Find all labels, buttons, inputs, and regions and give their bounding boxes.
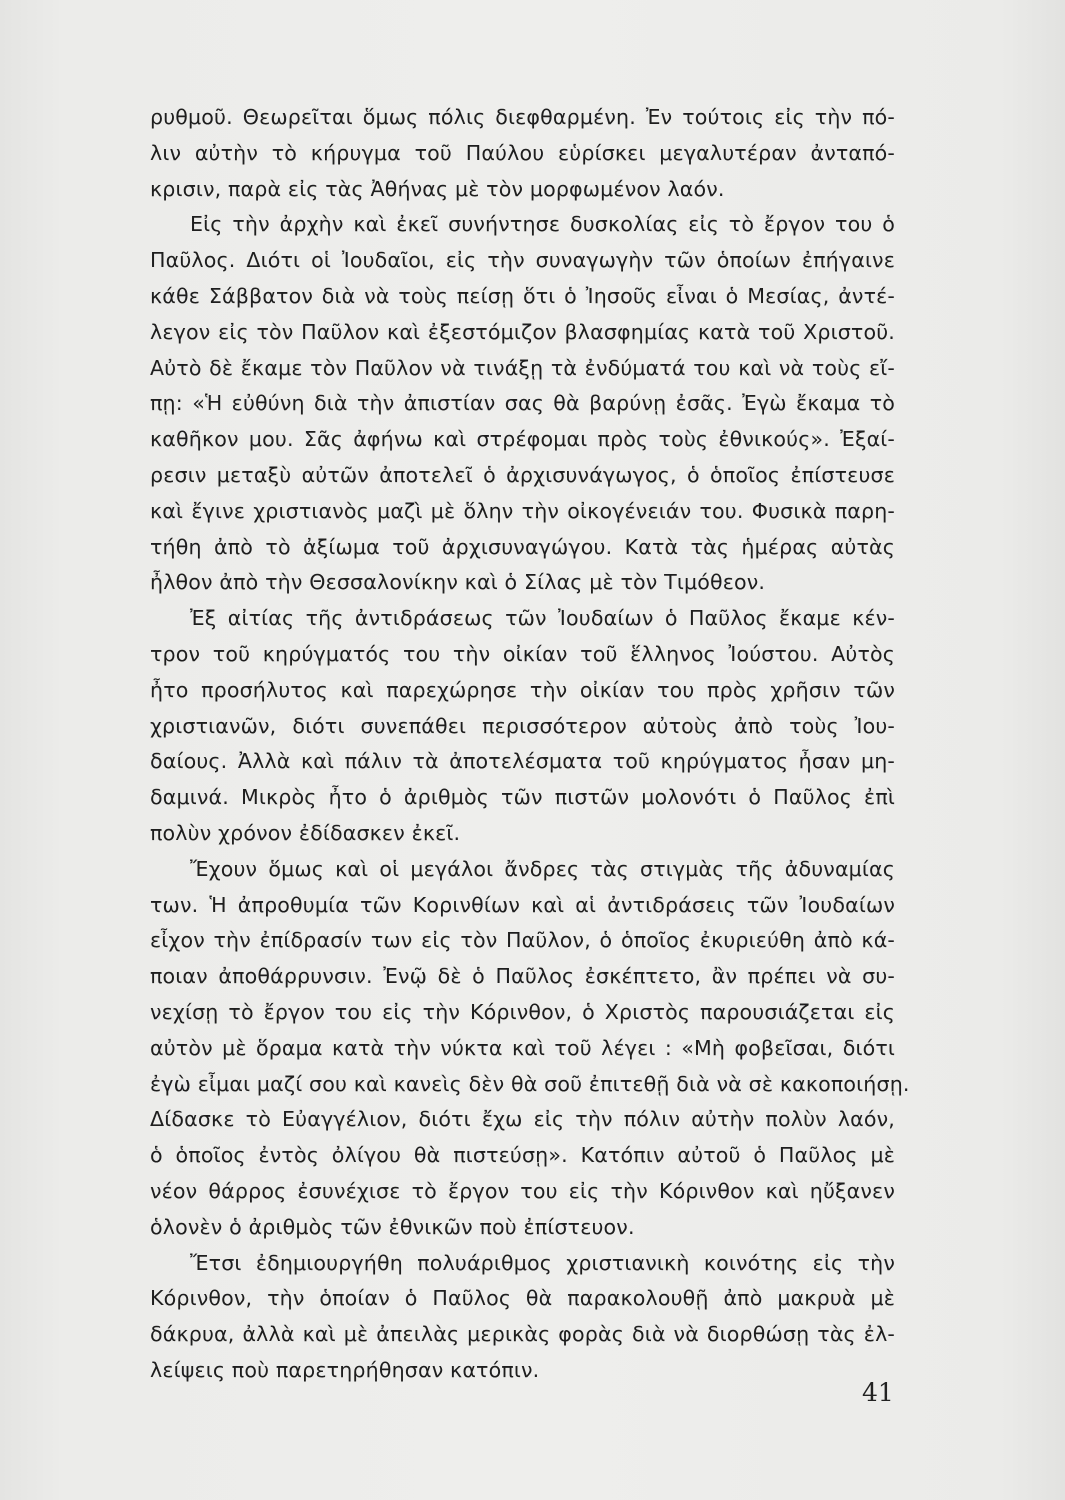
text-line: Κόρινθον, τὴν ὁποίαν ὁ Παῦλος θὰ παρακολουθῇ ἀπὸ μακρυὰ μὲ	[150, 1286, 895, 1311]
paragraph	[150, 852, 910, 1246]
text-line: δάκρυα, ἀλλὰ καὶ μὲ ἀπειλὰς μερικὰς φορὰς διὰ νὰ διορθώσῃ τὰς ἐλ-	[150, 1322, 895, 1347]
paragraph	[150, 1246, 895, 1389]
text-line: ὁλονὲν ὁ ἀριθμὸς τῶν ἐθνικῶν ποὺ ἐπίστευον.	[150, 1214, 635, 1239]
page-number: 41	[862, 1378, 894, 1407]
text-line: αὐτὸν μὲ ὅραμα κατὰ τὴν νύκτα καὶ τοῦ λέγει : «Μὴ φοβεῖσαι, διότι	[150, 1035, 895, 1060]
text-line: Παῦλος. Διότι οἱ Ἰουδαῖοι, εἰς τὴν συναγωγὴν τῶν ὁποίων ἐπήγαινε	[150, 248, 895, 273]
text-line: Ἔχουν ὅμως καὶ οἱ μεγάλοι ἄνδρες τὰς στιγμὰς τῆς ἀδυναμίας	[190, 856, 895, 881]
paragraph	[150, 207, 895, 601]
text-line: ρεσιν μεταξὺ αὐτῶν ἀποτελεῖ ὁ ἀρχισυνάγωγος, ὁ ὁποῖος ἐπίστευσε	[150, 462, 895, 487]
text-line: των. Ἡ ἀπροθυμία τῶν Κορινθίων καὶ αἱ ἀντιδράσεις τῶν Ἰουδαίων	[150, 892, 895, 917]
paragraph	[150, 601, 895, 852]
text-line: κρισιν, παρὰ εἰς τὰς Ἀθήνας μὲ τὸν μορφωμένον λαόν.	[150, 176, 725, 201]
text-line: δαίους. Ἀλλὰ καὶ πάλιν τὰ ἀποτελέσματα τοῦ κηρύγματος ἦσαν μη-	[150, 749, 895, 774]
text-line: νέον θάρρος ἐσυνέχισε τὸ ἔργον του εἰς τὴν Κόρινθον καὶ ηὔξανεν	[150, 1178, 895, 1203]
text-line: ποιαν ἀποθάρρυνσιν. Ἐνῷ δὲ ὁ Παῦλος ἐσκέπτετο, ἂν πρέπει νὰ συ-	[150, 964, 895, 989]
text-line: δαμινά. Μικρὸς ἦτο ὁ ἀριθμὸς τῶν πιστῶν μολονότι ὁ Παῦλος ἐπὶ	[150, 785, 895, 810]
text-line: λεγον εἰς τὸν Παῦλον καὶ ἐξεστόμιζον βλασφημίας κατὰ τοῦ Χριστοῦ.	[150, 319, 895, 344]
text-line: ὁ ὁποῖος ἐντὸς ὀλίγου θὰ πιστεύσῃ». Κατόπιν αὐτοῦ ὁ Παῦλος μὲ	[150, 1143, 895, 1168]
text-line: καὶ ἔγινε χριστιανὸς μαζὶ μὲ ὅλην τὴν οἰκογένειάν του. Φυσικὰ παρη-	[150, 498, 895, 523]
text-line: Αὐτὸ δὲ ἔκαμε τὸν Παῦλον νὰ τινάξῃ τὰ ἐνδύματά του καὶ νὰ τοὺς εἴ-	[150, 355, 895, 380]
text-line: τρον τοῦ κηρύγματός του τὴν οἰκίαν τοῦ ἕλληνος Ἰούστου. Αὐτὸς	[150, 641, 895, 666]
text-line: χριστιανῶν, διότι συνεπάθει περισσότερον αὐτοὺς ἀπὸ τοὺς Ἰου-	[150, 713, 895, 738]
text-line: Ἐξ αἰτίας τῆς ἀντιδράσεως τῶν Ἰουδαίων ὁ Παῦλος ἔκαμε κέν-	[190, 606, 895, 631]
text-line: καθῆκον μου. Σᾶς ἀφήνω καὶ στρέφομαι πρὸς τοὺς ἐθνικούς». Ἐξαί-	[150, 427, 895, 452]
text-line: Ἔτσι ἐδημιουργήθη πολυάριθμος χριστιανικὴ κοινότης εἰς τὴν	[190, 1250, 895, 1275]
paragraph	[150, 100, 895, 207]
text-line: λείψεις ποὺ παρετηρήθησαν κατόπιν.	[150, 1357, 540, 1382]
text-line: ἐγὼ εἶμαι μαζί σου καὶ κανεὶς δὲν θὰ σοῦ ἐπιτεθῇ διὰ νὰ σὲ κακοποιήσῃ.	[150, 1071, 910, 1096]
text-line: τήθη ἀπὸ τὸ ἀξίωμα τοῦ ἀρχισυναγώγου. Κατὰ τὰς ἡμέρας αὐτὰς	[150, 534, 895, 559]
text-line: Δίδασκε τὸ Εὐαγγέλιον, διότι ἔχω εἰς τὴν πόλιν αὐτὴν πολὺν λαόν,	[150, 1107, 895, 1132]
text-line: ρυθμοῦ. Θεωρεῖται ὅμως πόλις διεφθαρμένη. Ἐν τούτοις εἰς τὴν πό-	[150, 105, 895, 129]
text-line: πολὺν χρόνον ἐδίδασκεν ἐκεῖ.	[150, 820, 461, 845]
body-text	[150, 100, 910, 1389]
text-line: λιν αὐτὴν τὸ κήρυγμα τοῦ Παύλου εὑρίσκει μεγαλυτέραν ἀνταπό-	[150, 140, 895, 165]
text-line: Εἰς τὴν ἀρχὴν καὶ ἐκεῖ συνήντησε δυσκολίας εἰς τὸ ἔργον του ὁ	[190, 212, 895, 237]
text-line: πῃ: «Ἡ εὐθύνη διὰ τὴν ἀπιστίαν σας θὰ βαρύνῃ ἐσᾶς. Ἐγὼ ἔκαμα τὸ	[150, 391, 895, 416]
text-line: νεχίσῃ τὸ ἔργον του εἰς τὴν Κόρινθον, ὁ Χριστὸς παρουσιάζεται εἰς	[150, 999, 895, 1024]
text-line: ἦλθον ἀπὸ τὴν Θεσσαλονίκην καὶ ὁ Σίλας μὲ τὸν Τιμόθεον.	[150, 570, 766, 595]
text-line: ἦτο προσήλυτος καὶ παρεχώρησε τὴν οἰκίαν του πρὸς χρῆσιν τῶν	[150, 677, 895, 702]
text-line: εἶχον τὴν ἐπίδρασίν των εἰς τὸν Παῦλον, ὁ ὁποῖος ἐκυριεύθη ἀπὸ κά-	[150, 928, 895, 953]
text-line: κάθε Σάββατον διὰ νὰ τοὺς πείσῃ ὅτι ὁ Ἰησοῦς εἶναι ὁ Μεσίας, ἀντέ-	[150, 283, 895, 308]
